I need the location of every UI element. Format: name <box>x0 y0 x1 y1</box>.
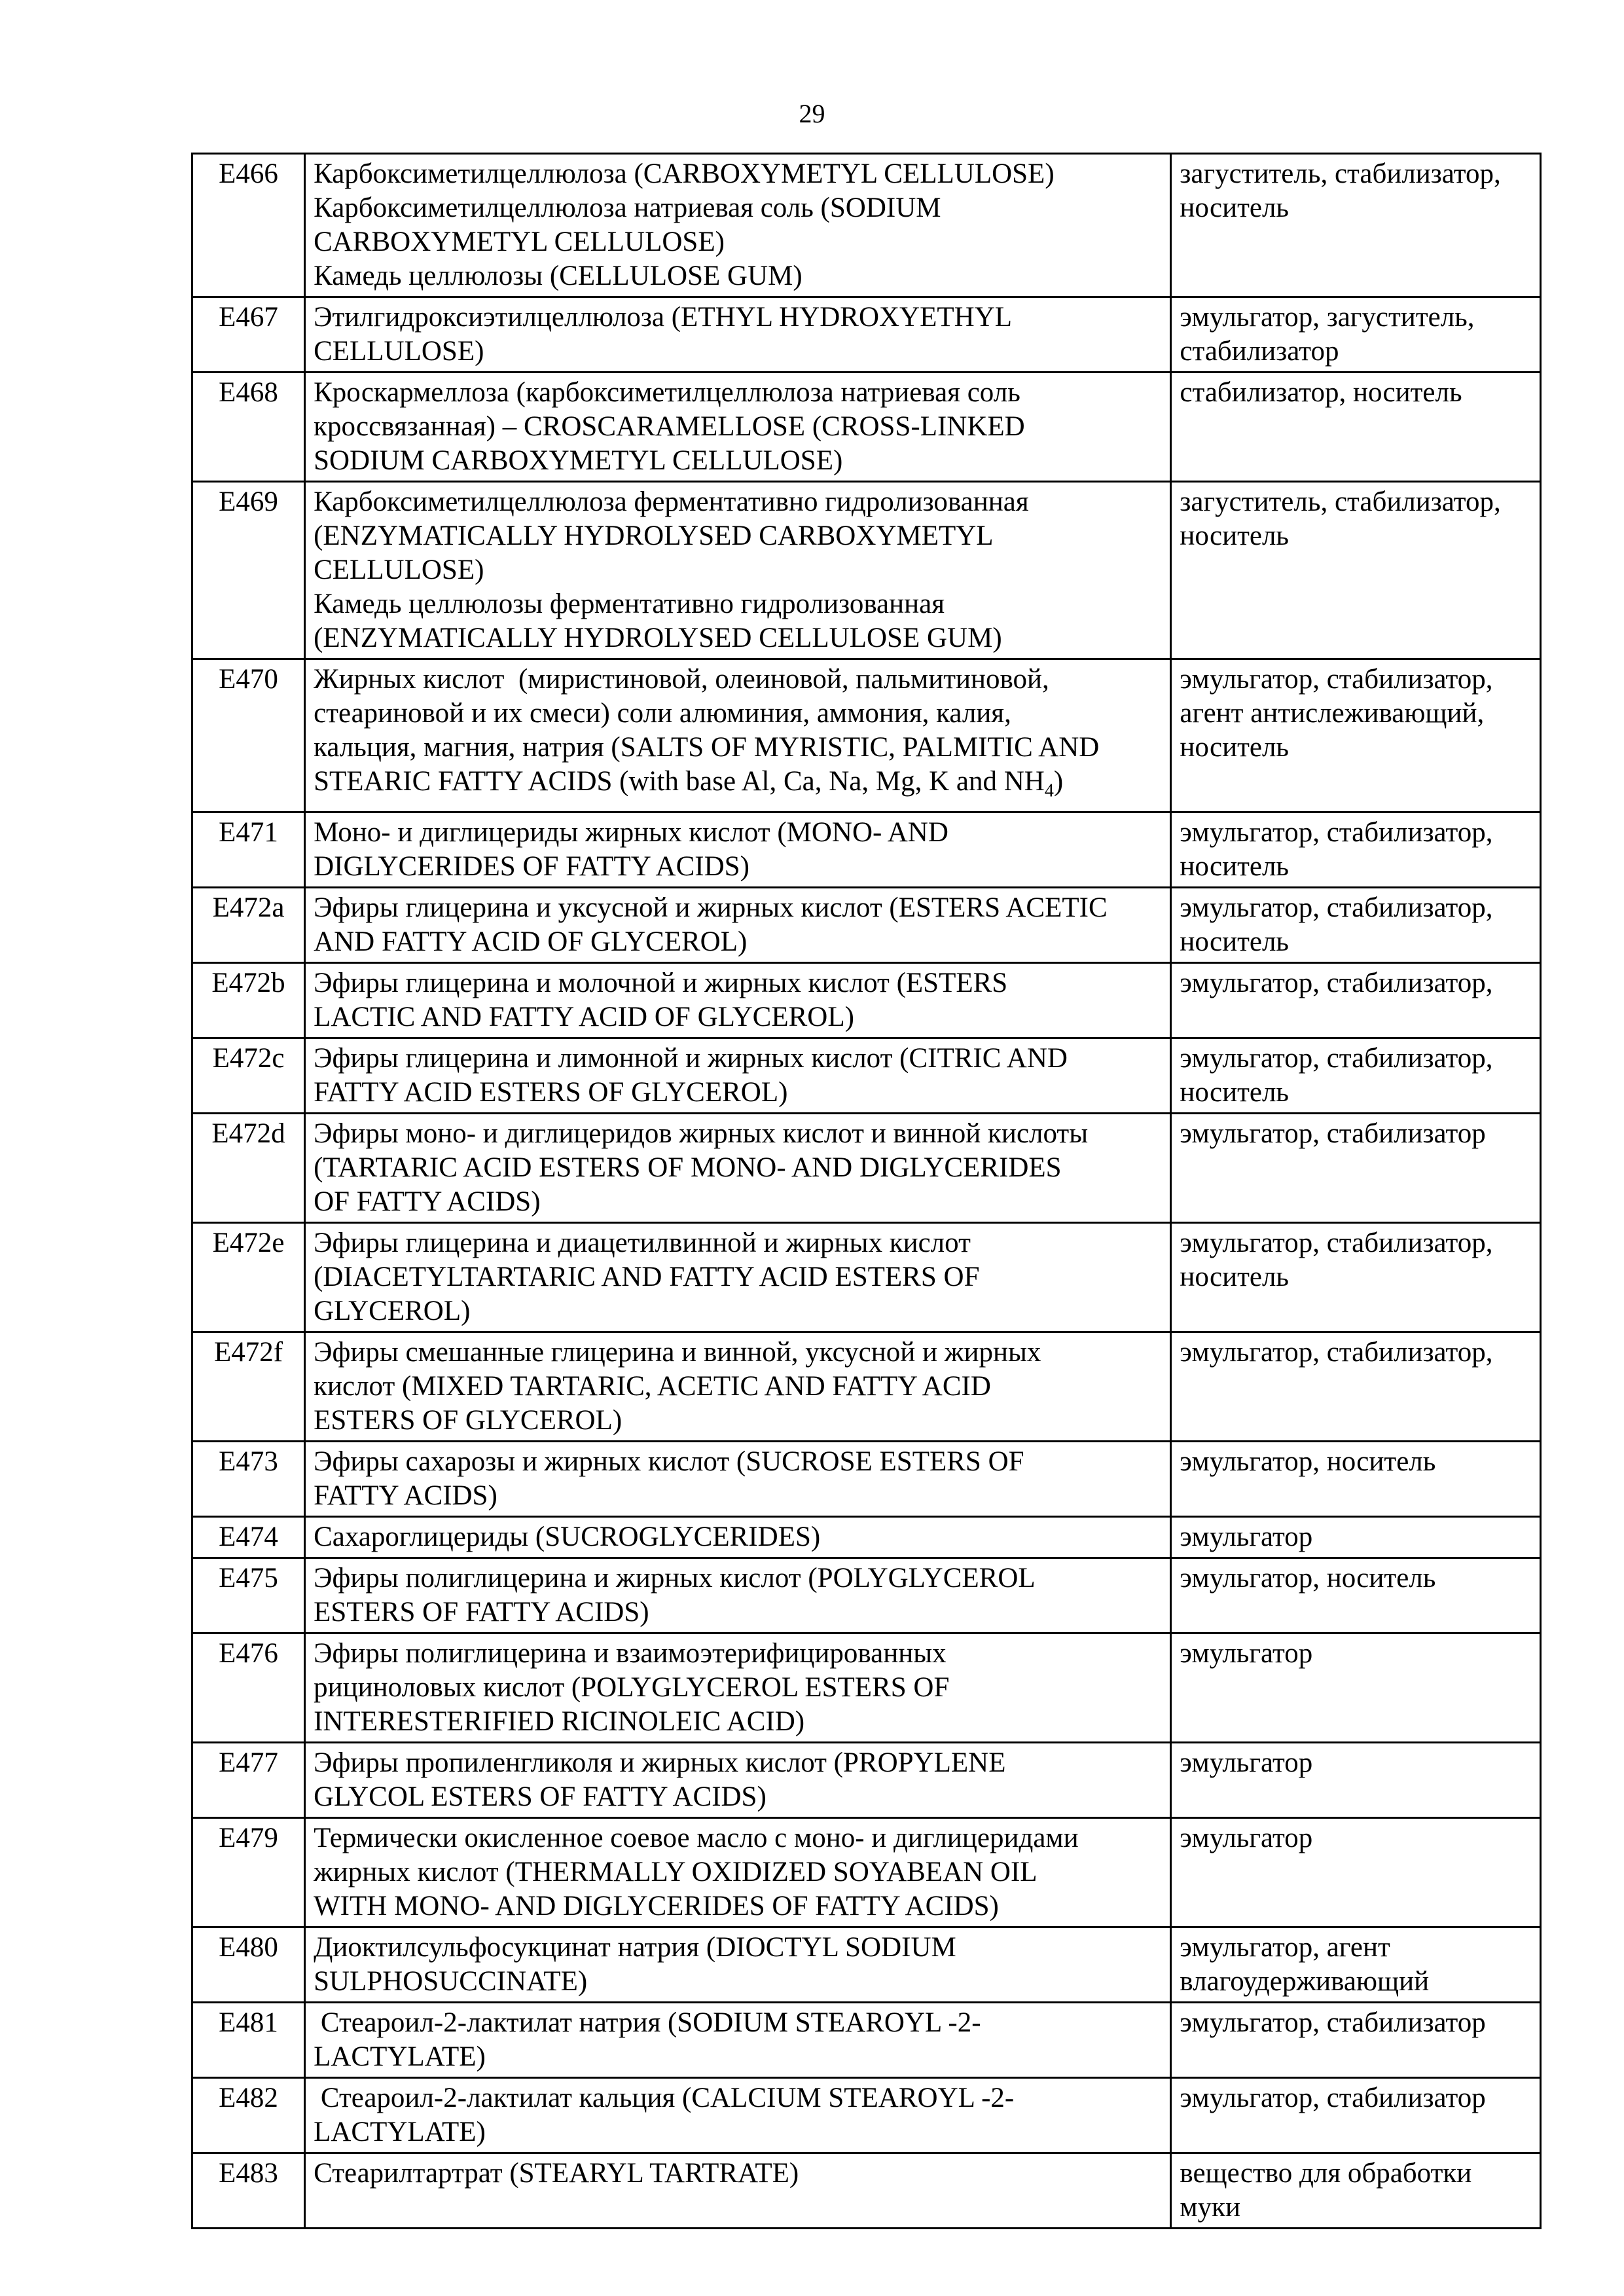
additive-code: E470 <box>192 659 305 812</box>
additive-function-line: эмульгатор <box>1180 1822 1313 1853</box>
additive-code: E467 <box>192 297 305 373</box>
additive-code: E473 <box>192 1441 305 1516</box>
additives-table-body <box>192 154 1541 2229</box>
additives-table <box>191 153 1542 2229</box>
additive-code: E472f <box>192 1332 305 1441</box>
additive-function <box>1171 887 1541 962</box>
additive-name-line: Моно- и диглицериды жирных кислот (MONO- AND <box>314 816 948 848</box>
additive-function <box>1171 1742 1541 1817</box>
additive-function-line: стабилизатор, носитель <box>1180 377 1462 408</box>
additive-name-line: CARBOXYMETYL CELLULOSE) <box>314 227 725 257</box>
additive-name-line: Эфиры моно- и диглицеридов жирных кислот и винной кислоты <box>314 1118 1089 1149</box>
additive-name-line: GLYCEROL) <box>314 1295 471 1326</box>
additive-name-line: Жирных кислот (миристиновой, олеиновой, пальмитиновой, <box>314 664 1049 695</box>
additive-name-line: INTERESTERIFIED RICINOLEIC ACID) <box>314 1705 805 1737</box>
additive-name-line: CELLULOSE) <box>314 555 484 585</box>
additive-name-line: SODIUM CARBOXYMETYL CELLULOSE) <box>314 445 843 476</box>
additive-name <box>305 659 1171 812</box>
additive-function-line: стабилизатор <box>1180 336 1339 367</box>
additive-function <box>1171 1441 1541 1516</box>
additive-name-line: стеариновой и их смеси) соли алюминия, аммония, калия, <box>314 698 1011 729</box>
additive-name-line: Этилгидроксиэтилцеллюлоза (ETHYL HYDROXYETHYL <box>314 302 1013 333</box>
additive-function <box>1171 1332 1541 1441</box>
additive-name <box>305 1516 1171 1558</box>
additive-name-line: AND FATTY ACID OF GLYCEROL) <box>314 926 748 957</box>
additive-name <box>305 1113 1171 1222</box>
additive-name-line: Камедь целлюлозы (CELLULOSE GUM) <box>314 261 803 291</box>
additive-name-line: Камедь целлюлозы ферментативно гидролизованная <box>314 589 945 619</box>
additive-name-line: SULPHOSUCCINATE) <box>314 1965 588 1997</box>
additive-name-line: (ENZYMATICALLY HYDROLYSED CARBOXYMETYL <box>314 520 994 551</box>
additive-function-line: эмульгатор <box>1180 1747 1313 1778</box>
page-number: 29 <box>799 99 825 128</box>
additive-function-line: эмульгатор, стабилизатор, <box>1180 664 1493 695</box>
additive-code: E479 <box>192 1817 305 1927</box>
additive-function-line: загуститель, стабилизатор, <box>1180 158 1501 189</box>
additive-name-line: Эфиры глицерина и уксусной и жирных кислот (ESTERS ACETIC <box>314 892 1108 923</box>
additive-name <box>305 812 1171 887</box>
additive-name-line: (ENZYMATICALLY HYDROLYSED CELLULOSE GUM) <box>314 623 1002 653</box>
additive-name-line: Эфиры глицерина и молочной и жирных кислот (ESTERS <box>314 967 1008 998</box>
table-row <box>192 482 1541 659</box>
additive-name-line: (TARTARIC ACID ESTERS OF MONO- AND DIGLYCERIDES <box>314 1152 1062 1183</box>
additive-name <box>305 2077 1171 2153</box>
additive-function <box>1171 1633 1541 1742</box>
table-row <box>192 812 1541 887</box>
additive-name-line: FATTY ACID ESTERS OF GLYCEROL) <box>314 1076 788 1108</box>
additive-function <box>1171 373 1541 482</box>
additive-name <box>305 1222 1171 1332</box>
additive-code: E477 <box>192 1742 305 1817</box>
table-row <box>192 297 1541 373</box>
table-row <box>192 1113 1541 1222</box>
additive-name-line: STEARIC FATTY ACIDS (with base Al, Ca, Na, Mg, K and $NH_4$) <box>314 766 1064 801</box>
table-row <box>192 1633 1541 1742</box>
additive-function-line: эмульгатор <box>1180 1637 1313 1669</box>
additive-function-line: эмульгатор, стабилизатор, <box>1180 967 1493 998</box>
table-row <box>192 659 1541 812</box>
additive-code: E466 <box>192 154 305 297</box>
additive-name-line: Термически окисленное соевое масло с моно- и диглицеридами <box>314 1822 1079 1853</box>
additive-code: E468 <box>192 373 305 482</box>
table-row <box>192 2077 1541 2153</box>
additive-name-line: LACTYLATE) <box>314 2041 486 2072</box>
additive-code: E471 <box>192 812 305 887</box>
additive-name-line: Стеарилтартрат (STEARYL TARTRATE) <box>314 2157 799 2189</box>
additive-name <box>305 297 1171 373</box>
additive-function-line: эмульгатор, стабилизатор, <box>1180 816 1493 848</box>
additive-name-line: LACTYLATE) <box>314 2116 486 2147</box>
table-row <box>192 2002 1541 2077</box>
additive-code: E474 <box>192 1516 305 1558</box>
table-row <box>192 962 1541 1038</box>
additive-function-line: эмульгатор, стабилизатор <box>1180 2082 1486 2113</box>
additive-name-line: кальция, магния, натрия (SALTS OF MYRISTIC, PALMITIC AND <box>314 732 1100 763</box>
additive-name-line: ESTERS OF GLYCEROL) <box>314 1404 623 1436</box>
additive-name-line: Эфиры глицерина и диацетилвинной и жирных кислот <box>314 1227 971 1258</box>
additive-code: E472c <box>192 1038 305 1113</box>
additive-code: E472e <box>192 1222 305 1332</box>
additive-function-line: муки <box>1180 2191 1241 2223</box>
additive-code: E481 <box>192 2002 305 2077</box>
additive-function-line: носитель <box>1180 1076 1290 1108</box>
additive-name <box>305 1742 1171 1817</box>
additive-function <box>1171 297 1541 373</box>
additive-name-line: OF FATTY ACIDS) <box>314 1186 541 1217</box>
additive-name-line: Кроскармеллоза (карбоксиметилцеллюлоза натриевая соль <box>314 377 1020 408</box>
additive-function <box>1171 659 1541 812</box>
additive-name-line: Стеароил-2-лактилат кальция (CALCIUM STEAROYL -2- <box>314 2082 1015 2113</box>
additive-function <box>1171 812 1541 887</box>
additive-name-line: WITH MONO- AND DIGLYCERIDES OF FATTY ACIDS) <box>314 1890 999 1922</box>
table-row <box>192 1038 1541 1113</box>
additive-name <box>305 373 1171 482</box>
additive-function-line: носитель <box>1180 1261 1290 1292</box>
table-row <box>192 1222 1541 1332</box>
additive-code: E480 <box>192 1927 305 2002</box>
table-row <box>192 154 1541 297</box>
additive-function-line: влагоудерживающий <box>1180 1965 1430 1997</box>
additive-name-line: Карбоксиметилцеллюлоза натриевая соль (SODIUM <box>314 192 941 223</box>
additive-name-line: Эфиры пропиленгликоля и жирных кислот (PROPYLENE <box>314 1747 1006 1778</box>
additive-name-line: Сахароглицериды (SUCROGLYCERIDES) <box>314 1521 821 1552</box>
additive-name-line: FATTY ACIDS) <box>314 1480 497 1511</box>
additive-name-line: жирных кислот (THERMALLY OXIDIZED SOYABEAN OIL <box>314 1856 1038 1887</box>
additive-function <box>1171 2002 1541 2077</box>
additive-function <box>1171 1516 1541 1558</box>
additive-code: E475 <box>192 1558 305 1633</box>
table-row <box>192 1742 1541 1817</box>
additive-code: E469 <box>192 482 305 659</box>
additive-name-line: Эфиры полиглицерина и жирных кислот (POLYGLYCEROL <box>314 1562 1036 1594</box>
additive-function-line: носитель <box>1180 850 1290 882</box>
additive-function <box>1171 1817 1541 1927</box>
additive-name-line: Эфиры полиглицерина и взаимоэтерифицированных <box>314 1637 947 1669</box>
additive-function <box>1171 1558 1541 1633</box>
additive-code: E472b <box>192 962 305 1038</box>
additive-code: E482 <box>192 2077 305 2153</box>
additive-function <box>1171 2077 1541 2153</box>
additive-name <box>305 1633 1171 1742</box>
additive-function <box>1171 482 1541 659</box>
additive-function <box>1171 1927 1541 2002</box>
additive-name <box>305 1817 1171 1927</box>
table-row <box>192 1516 1541 1558</box>
additive-name <box>305 2002 1171 2077</box>
additive-function-line: эмульгатор, стабилизатор <box>1180 2007 1486 2038</box>
additive-name-line: Эфиры сахарозы и жирных кислот (SUCROSE ESTERS OF <box>314 1446 1024 1477</box>
additive-name-line: DIGLYCERIDES OF FATTY ACIDS) <box>314 850 749 882</box>
table-row <box>192 1817 1541 1927</box>
additive-name-line: Карбоксиметилцеллюлоза ферментативно гидролизованная <box>314 486 1029 517</box>
additive-name-line: Диоктилсульфосукцинат натрия (DIOCTYL SODIUM <box>314 1931 956 1963</box>
additive-name-line: рициноловых кислот (POLYGLYCEROL ESTERS OF <box>314 1671 950 1703</box>
additive-function-line: эмульгатор, стабилизатор, <box>1180 1336 1493 1368</box>
additive-function-line: носитель <box>1180 192 1290 223</box>
additive-code: E472d <box>192 1113 305 1222</box>
additive-function <box>1171 962 1541 1038</box>
table-row <box>192 1332 1541 1441</box>
additive-name-line: (DIACETYLTARTARIC AND FATTY ACID ESTERS OF <box>314 1261 980 1292</box>
additive-function-line: вещество для обработки <box>1180 2157 1472 2189</box>
additive-code: E476 <box>192 1633 305 1742</box>
additive-function <box>1171 1113 1541 1222</box>
additive-name <box>305 1332 1171 1441</box>
additive-name <box>305 1927 1171 2002</box>
additive-name-line: Стеароил-2-лактилат натрия (SODIUM STEAROYL -2- <box>314 2007 981 2038</box>
additive-function <box>1171 2153 1541 2228</box>
table-row <box>192 1441 1541 1516</box>
additive-name-line: Карбоксиметилцеллюлоза (CARBOXYMETYL CELLULOSE) <box>314 158 1055 189</box>
additive-name <box>305 2153 1171 2228</box>
additive-function-line: эмульгатор, носитель <box>1180 1562 1436 1594</box>
additive-function-line: агент антислеживающий, <box>1180 698 1485 729</box>
table-row <box>192 2153 1541 2228</box>
additive-name-line: кислот (MIXED TARTARIC, ACETIC AND FATTY ACID <box>314 1370 991 1402</box>
additive-function <box>1171 1038 1541 1113</box>
additive-function-line: носитель <box>1180 926 1290 957</box>
additive-name <box>305 962 1171 1038</box>
additive-function-line: загуститель, стабилизатор, <box>1180 486 1501 517</box>
additive-function-line: носитель <box>1180 732 1290 763</box>
additive-function <box>1171 154 1541 297</box>
additive-code: E472a <box>192 887 305 962</box>
additive-function <box>1171 1222 1541 1332</box>
additive-function-line: эмульгатор, стабилизатор <box>1180 1118 1486 1149</box>
additive-code: E483 <box>192 2153 305 2228</box>
table-row <box>192 1927 1541 2002</box>
additive-name-line: ESTERS OF FATTY ACIDS) <box>314 1596 649 1628</box>
additive-name <box>305 154 1171 297</box>
additive-name-line: Эфиры смешанные глицерина и винной, уксусной и жирных <box>314 1336 1041 1368</box>
table-row <box>192 373 1541 482</box>
additive-name-line: кроссвязанная) – CROSCARAMELLOSE (CROSS-LINKED <box>314 411 1025 442</box>
additive-name <box>305 1558 1171 1633</box>
additive-name <box>305 1441 1171 1516</box>
additive-name-line: LACTIC AND FATTY ACID OF GLYCEROL) <box>314 1001 854 1032</box>
additive-function-line: эмульгатор, загуститель, <box>1180 302 1475 333</box>
table-row <box>192 887 1541 962</box>
additive-name <box>305 1038 1171 1113</box>
additive-function-line: эмульгатор <box>1180 1521 1313 1552</box>
additive-function-line: эмульгатор, агент <box>1180 1931 1390 1963</box>
table-row <box>192 1558 1541 1633</box>
additive-function-line: эмульгатор, стабилизатор, <box>1180 892 1493 923</box>
additive-name-line: CELLULOSE) <box>314 336 484 367</box>
additive-name-line: GLYCOL ESTERS OF FATTY ACIDS) <box>314 1781 767 1812</box>
additive-function-line: эмульгатор, стабилизатор, <box>1180 1042 1493 1074</box>
additive-name <box>305 887 1171 962</box>
additive-function-line: носитель <box>1180 520 1290 551</box>
additive-name <box>305 482 1171 659</box>
additive-function-line: эмульгатор, стабилизатор, <box>1180 1227 1493 1258</box>
additive-name-line: Эфиры глицерина и лимонной и жирных кислот (CITRIC AND <box>314 1042 1068 1074</box>
additive-function-line: эмульгатор, носитель <box>1180 1446 1436 1477</box>
